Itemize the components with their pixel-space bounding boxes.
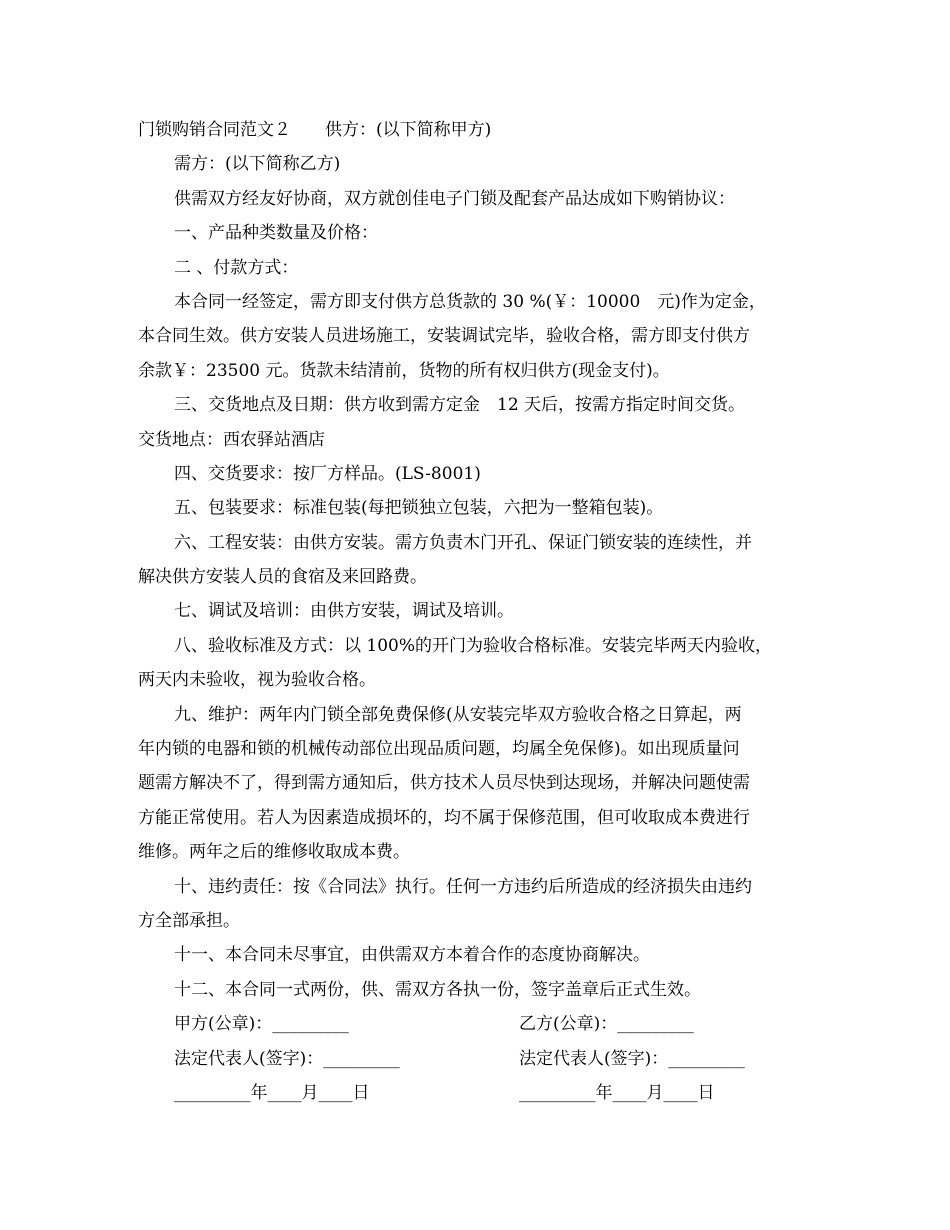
party-a-date-field[interactable]: _________年____月____日	[174, 1082, 370, 1103]
paragraph-line: 方全部承担。	[138, 910, 240, 931]
party-a-representative-field[interactable]: 法定代表人(签字)：_________	[174, 1048, 400, 1069]
paragraph-line: 十、违约责任：按《合同法》执行。任何一方违约后所造成的经济损失由违约	[174, 876, 752, 897]
contract-document	[138, 113, 828, 1110]
doc-title-line: 门锁购销合同范文２ 供方：(以下简称甲方)	[138, 120, 492, 140]
paragraph-line: 两天内未验收，视为验收合格。	[138, 670, 376, 691]
paragraph-line: 七、调试及培训：由供方安装，调试及培训。	[174, 601, 514, 622]
paragraph-line: 四、交货要求：按厂方样品。(LS-8001)	[174, 463, 481, 484]
paragraph-line: 本合同一经签定，需方即支付供方总货款的 30 %(￥：10000 元)作为定金，	[174, 291, 766, 312]
section-heading: 二 、付款方式：	[174, 257, 299, 278]
paragraph-line: 九、维护：两年内门锁全部免费保修(从安装完毕双方验收合格之日算起，两	[174, 704, 742, 725]
paragraph-line: 交货地点：西农驿站酒店	[138, 429, 325, 450]
paragraph-line: 八、验收标准及方式：以 100%的开门为验收合格标准。安装完毕两天内验收，	[174, 635, 773, 656]
paragraph-line: 六、工程安装：由供方安装。需方负责木门开孔、保证门锁安装的连续性，并	[174, 532, 752, 553]
signature-row-date	[138, 1076, 828, 1110]
signature-block	[138, 1007, 828, 1110]
party-a-seal-field[interactable]: 甲方(公章)：_________	[174, 1014, 349, 1035]
paragraph-line: 题需方解决不了，得到需方通知后，供方技术人员尽快到达现场，并解决问题使需	[138, 773, 750, 794]
paragraph-line: 余款￥：23500 元。货款未结清前，货物的所有权归供方(现金支付)。	[138, 360, 670, 381]
paragraph-line: 年内锁的电器和锁的机械传动部位出现品质问题，均属全免保修)。如出现质量问	[138, 739, 740, 760]
party-b-representative-field[interactable]: 法定代表人(签字)：_________	[519, 1048, 745, 1069]
paragraph-line: 供需双方经友好协商，双方就创佳电子门锁及配套产品达成如下购销协议：	[174, 188, 735, 209]
paragraph-line: 本合同生效。供方安装人员进场施工，安装调试完毕，验收合格，需方即支付供方	[138, 326, 750, 347]
signature-row-seal	[138, 1007, 828, 1041]
signature-row-representative	[138, 1042, 828, 1076]
paragraph-line: 维修。两年之后的维修收取成本费。	[138, 842, 410, 863]
party-b-seal-field[interactable]: 乙方(公章)：_________	[519, 1014, 694, 1035]
paragraph-line: 五、包装要求：标准包装(每把锁独立包装，六把为一整箱包装)。	[174, 498, 664, 519]
paragraph-line: 十二、本合同一式两份，供、需双方各执一份，签字盖章后正式生效。	[174, 979, 701, 1000]
party-b-date-field[interactable]: _________年____月____日	[519, 1082, 715, 1103]
paragraph-line: 解决供方安装人员的食宿及来回路费。	[138, 567, 427, 588]
paragraph-line: 十一、本合同未尽事宜，由供需双方本着合作的态度协商解决。	[174, 945, 650, 966]
paragraph-line: 方能正常使用。若人为因素造成损坏的，均不属于保修范围，但可收取成本费进行	[138, 807, 750, 828]
paragraph-line: 需方：(以下简称乙方)	[174, 154, 341, 175]
section-heading: 一、产品种类数量及价格：	[174, 223, 378, 244]
paragraph-line: 三、交货地点及日期：供方收到需方定金 12 天后，按需方指定时间交货。	[174, 395, 746, 416]
